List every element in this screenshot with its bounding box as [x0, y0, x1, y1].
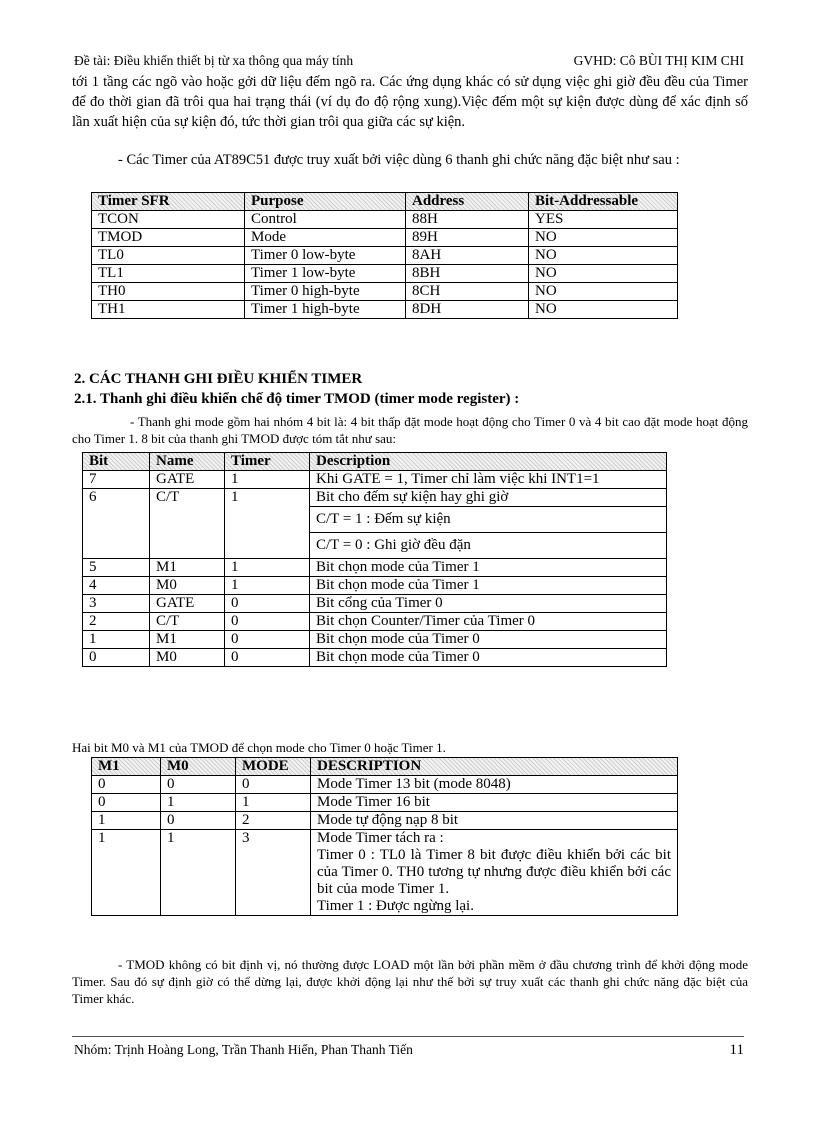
tmod-cell-name: C/T [150, 613, 225, 631]
intro-paragraph: tới 1 tầng các ngõ vào hoặc gởi dữ liệu đếm ngõ ra. Các ứng dụng khác có sử dụng việc ghi giờ đều đều của Timer để đo thời gian đã trôi qua hai trạng thái (ví dụ đo độ rộng xung).Việc đếm một sự kiện được dùng để xác định số lần xuất hiện của sự kiện đó, tức thời gian trôi qua giữa các sự kiện. [72, 74, 748, 130]
sfr-cell: Timer 1 high-byte [245, 301, 406, 319]
tmod-cell-bit: 5 [83, 559, 150, 577]
mode-cell-m1: 0 [92, 794, 161, 812]
mode-cell-mode: 1 [236, 794, 311, 812]
sfr-cell: 8AH [406, 247, 529, 265]
mode-description-line: Mode Timer 16 bit [317, 794, 430, 810]
closing-paragraph: - TMOD không có bit định vị, nó thường được LOAD một lần bởi phần mềm ở đầu chương trình để khởi động mode Timer. Sau đó sự định giờ có thể dừng lại, được khởi động lại như thế bởi sự truy xuất các thanh ghi chức năng đặc biệt của Timer khác. [72, 957, 748, 1006]
mode-cell-description [311, 794, 678, 812]
mode-cell-mode: 2 [236, 812, 311, 830]
timers-intro-paragraph: - Các Timer của AT89C51 được truy xuất bởi việc dùng 6 thanh ghi chức năng đặc biệt như sau : [118, 152, 680, 168]
tmod-description-line: C/T = 0 : Ghi giờ đều đặn [310, 532, 666, 558]
mode-col-header: M0 [161, 758, 236, 776]
tmod-cell-name: M1 [150, 631, 225, 649]
tmod-cell-name: M1 [150, 559, 225, 577]
sfr-cell: NO [529, 301, 678, 319]
footer-divider [72, 1036, 744, 1037]
sfr-cell: TH0 [92, 283, 245, 301]
tmod-description-line: Bit chọn mode của Timer 1 [316, 559, 480, 575]
tmod-cell-timer: 1 [225, 577, 310, 595]
mode-cell-m0: 1 [161, 794, 236, 812]
footer-authors: Nhóm: Trịnh Hoàng Long, Trần Thanh Hiển, Phan Thanh Tiến [74, 1042, 413, 1057]
mode-cell-m0: 0 [161, 776, 236, 794]
tmod-description-line: Bit cổng của Timer 0 [316, 595, 443, 611]
sfr-cell: Timer 1 low-byte [245, 265, 406, 283]
sfr-col-header: Address [406, 193, 529, 211]
sfr-cell: Timer 0 high-byte [245, 283, 406, 301]
mode-table-header-row [92, 758, 678, 776]
sfr-col-header: Purpose [245, 193, 406, 211]
sfr-cell: 8DH [406, 301, 529, 319]
mode-cell-description [311, 776, 678, 794]
sfr-cell: YES [529, 211, 678, 229]
tmod-col-header: Description [310, 453, 667, 471]
sfr-cell: NO [529, 229, 678, 247]
tmod-cell-timer: 0 [225, 631, 310, 649]
sfr-col-header: Bit-Addressable [529, 193, 678, 211]
sfr-cell: 88H [406, 211, 529, 229]
tmod-description-line: Bit chọn mode của Timer 1 [316, 577, 480, 593]
sfr-cell: TH1 [92, 301, 245, 319]
tmod-intro-paragraph: - Thanh ghi mode gồm hai nhóm 4 bit là: 4 bit thấp đặt mode hoạt động cho Timer 0 và 4 bit cao đặt mode hoạt động cho Timer 1. 8 bit của thanh ghi TMOD được tóm tắt như sau: [72, 414, 748, 446]
tmod-cell-name: GATE [150, 595, 225, 613]
sfr-table-row [92, 247, 678, 265]
tmod-cell-name: GATE [150, 471, 225, 489]
mode-description-line: Mode Timer tách ra : [317, 830, 444, 846]
header-advisor: GVHD: Cô BÙI THỊ KIM CHI [573, 53, 744, 68]
tmod-cell-bit: 1 [83, 631, 150, 649]
tmod-cell-description [310, 489, 667, 559]
tmod-col-header: Name [150, 453, 225, 471]
mode-cell-m0: 1 [161, 830, 236, 916]
tmod-cell-bit: 3 [83, 595, 150, 613]
tmod-cell-bit: 7 [83, 471, 150, 489]
tmod-table-row [83, 613, 667, 631]
tmod-cell-description [310, 631, 667, 649]
tmod-col-header: Bit [83, 453, 150, 471]
sfr-cell: NO [529, 265, 678, 283]
mode-description-line: Timer 1 : Được ngừng lại. [317, 898, 474, 914]
sfr-cell: Mode [245, 229, 406, 247]
tmod-cell-name: M0 [150, 577, 225, 595]
sfr-cell: TCON [92, 211, 245, 229]
mode-description-line: Mode Timer 13 bit (mode 8048) [317, 776, 511, 792]
mode-cell-mode: 0 [236, 776, 311, 794]
sfr-table-row [92, 301, 678, 319]
sfr-cell: Control [245, 211, 406, 229]
sfr-cell: TMOD [92, 229, 245, 247]
tmod-table-header-row [83, 453, 667, 471]
tmod-cell-timer: 0 [225, 649, 310, 667]
tmod-table-row [83, 595, 667, 613]
sfr-table-row [92, 211, 678, 229]
mode-table-row [92, 830, 678, 916]
tmod-cell-bit: 0 [83, 649, 150, 667]
sfr-cell: 8BH [406, 265, 529, 283]
sfr-table-row [92, 229, 678, 247]
mode-cell-m0: 0 [161, 812, 236, 830]
mode-col-header: DESCRIPTION [311, 758, 678, 776]
sfr-cell: 89H [406, 229, 529, 247]
sfr-table-row [92, 283, 678, 301]
mode-cell-m1: 1 [92, 830, 161, 916]
tmod-description-line: Bit chọn Counter/Timer của Timer 0 [316, 613, 536, 629]
mode-cell-description [311, 830, 678, 916]
sfr-col-header: Timer SFR [92, 193, 245, 211]
tmod-col-header: Timer [225, 453, 310, 471]
mode-cell-description [311, 812, 678, 830]
tmod-description-line: C/T = 1 : Đếm sự kiện [310, 506, 666, 532]
mode-description-line: Mode tự động nạp 8 bit [317, 812, 459, 828]
tmod-description-line: Khi GATE = 1, Timer chỉ làm việc khi INT1=1 [316, 471, 600, 487]
tmod-cell-timer: 1 [225, 559, 310, 577]
page-number: 11 [729, 1042, 744, 1058]
mode-table-row [92, 794, 678, 812]
tmod-cell-description [310, 613, 667, 631]
tmod-description-line: Bit cho đếm sự kiện hay ghi giờ [316, 489, 509, 505]
tmod-description-line: Bit chọn mode của Timer 0 [316, 649, 480, 665]
sfr-cell: Timer 0 low-byte [245, 247, 406, 265]
tmod-cell-name: C/T [150, 489, 225, 559]
mode-cell-mode: 3 [236, 830, 311, 916]
tmod-cell-bit: 6 [83, 489, 150, 559]
sfr-cell: 8CH [406, 283, 529, 301]
mode-table-row [92, 812, 678, 830]
section-2-1-title: 2.1. Thanh ghi điều khiển chế độ timer TMOD (timer mode register) : [74, 391, 520, 407]
tmod-cell-name: M0 [150, 649, 225, 667]
mode-col-header: MODE [236, 758, 311, 776]
mode-cell-m1: 1 [92, 812, 161, 830]
mode-description-line: Timer 0 : TL0 là Timer 8 bit được điều khiển bởi các bit của Timer 0. TH0 tương tự nhưng được điều khiển bởi các bit của mode Timer 1. [317, 847, 671, 897]
tmod-cell-description [310, 559, 667, 577]
tmod-cell-description [310, 595, 667, 613]
tmod-table-row [83, 559, 667, 577]
tmod-cell-description [310, 577, 667, 595]
tmod-cell-timer: 0 [225, 595, 310, 613]
tmod-table-row [83, 631, 667, 649]
tmod-cell-description [310, 649, 667, 667]
section-2-title: 2. CÁC THANH GHI ĐIỀU KHIỂN TIMER [74, 371, 363, 387]
tmod-description-line: Bit chọn mode của Timer 0 [316, 631, 480, 647]
tmod-cell-timer: 1 [225, 489, 310, 559]
sfr-table-header-row [92, 193, 678, 211]
tmod-bit-table [82, 452, 667, 667]
sfr-cell: TL1 [92, 265, 245, 283]
header-title: Đề tài: Điều khiển thiết bị từ xa thông qua máy tính [74, 53, 354, 68]
tmod-cell-description [310, 471, 667, 489]
tmod-table-row [83, 577, 667, 595]
tmod-cell-bit: 4 [83, 577, 150, 595]
sfr-cell: TL0 [92, 247, 245, 265]
timer-mode-table [91, 757, 678, 916]
tmod-cell-bit: 2 [83, 613, 150, 631]
mode-intro-paragraph: Hai bit M0 và M1 của TMOD để chọn mode cho Timer 0 hoặc Timer 1. [72, 740, 446, 755]
mode-cell-m1: 0 [92, 776, 161, 794]
sfr-table-row [92, 265, 678, 283]
tmod-cell-timer: 1 [225, 471, 310, 489]
tmod-table-row [83, 471, 667, 489]
timer-sfr-table [91, 192, 678, 319]
mode-col-header: M1 [92, 758, 161, 776]
sfr-cell: NO [529, 247, 678, 265]
tmod-cell-timer: 0 [225, 613, 310, 631]
tmod-table-row [83, 649, 667, 667]
sfr-cell: NO [529, 283, 678, 301]
mode-table-row [92, 776, 678, 794]
tmod-table-row [83, 489, 667, 559]
